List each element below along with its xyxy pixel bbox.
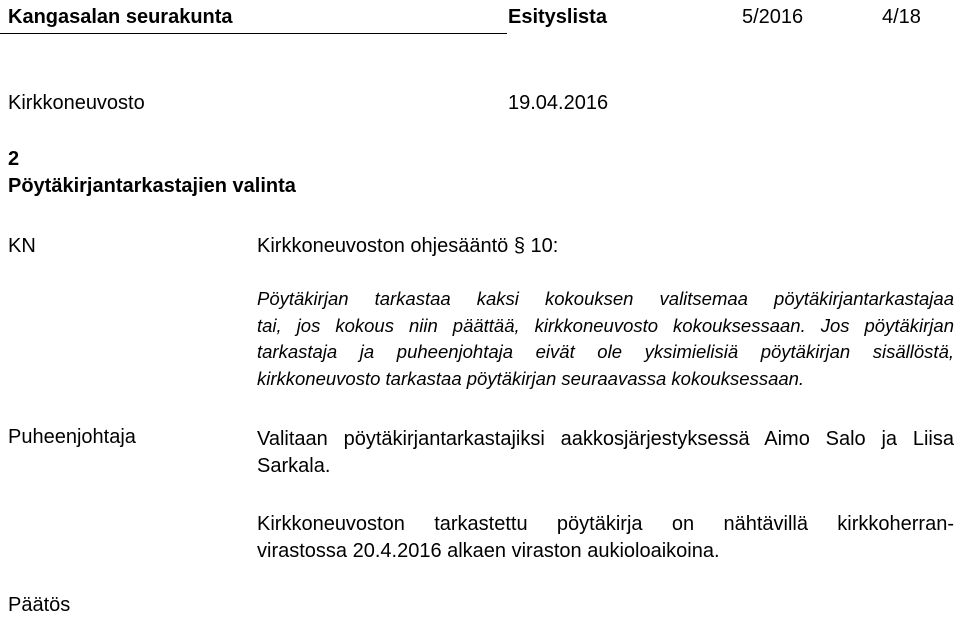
meeting-date: 19.04.2016 [508, 92, 609, 114]
header-divider [0, 33, 507, 34]
bylaw-quote-line: tarkastaja ja puheenjohtaja eivät ole yksimielisiä pöytäkirjan sisällöstä, [257, 341, 954, 362]
chair-proposal-line: Valitaan pöytäkirjantarkastajiksi aakkosjärjestyksessä Aimo Salo ja Liisa [257, 428, 954, 450]
bylaw-quote-line: Pöytäkirjan tarkastaa kaksi kokouksen valitsemaa pöytäkirjantarkastajaa [257, 288, 954, 309]
agenda-item-number: 2 [8, 148, 20, 170]
minutes-notice [257, 511, 954, 564]
minutes-notice-line: Kirkkoneuvoston tarkastettu pöytäkirja on nähtävillä kirkkoherran- [257, 513, 954, 535]
minutes-notice-line: virastossa 20.4.2016 alkaen viraston aukioloaikoina. [257, 539, 720, 562]
bylaw-quote-line: tai, jos kokous niin päättää, kirkkoneuvosto kokouksessaan. Jos pöytäkirjan [257, 314, 954, 336]
decision-label: Päätös [8, 594, 71, 616]
issue-number: 5/2016 [742, 6, 804, 28]
chair-label: Puheenjohtaja [8, 426, 136, 448]
kn-label: KN [8, 235, 36, 257]
bylaw-reference: Kirkkoneuvoston ohjesääntö § 10: [257, 235, 559, 257]
bylaw-quote [257, 286, 954, 392]
page-number: 4/18 [882, 6, 921, 28]
chair-proposal-line: Sarkala. [257, 454, 331, 477]
bylaw-quote-line: kirkkoneuvosto tarkastaa pöytäkirjan seuraavassa kokouksessaan. [257, 367, 805, 389]
chair-proposal [257, 426, 954, 479]
organization-name: Kangasalan seurakunta [8, 6, 233, 28]
agenda-item-title: Pöytäkirjantarkastajien valinta [8, 175, 296, 197]
document-type: Esityslista [508, 6, 607, 28]
meeting-body: Kirkkoneuvosto [8, 92, 145, 114]
